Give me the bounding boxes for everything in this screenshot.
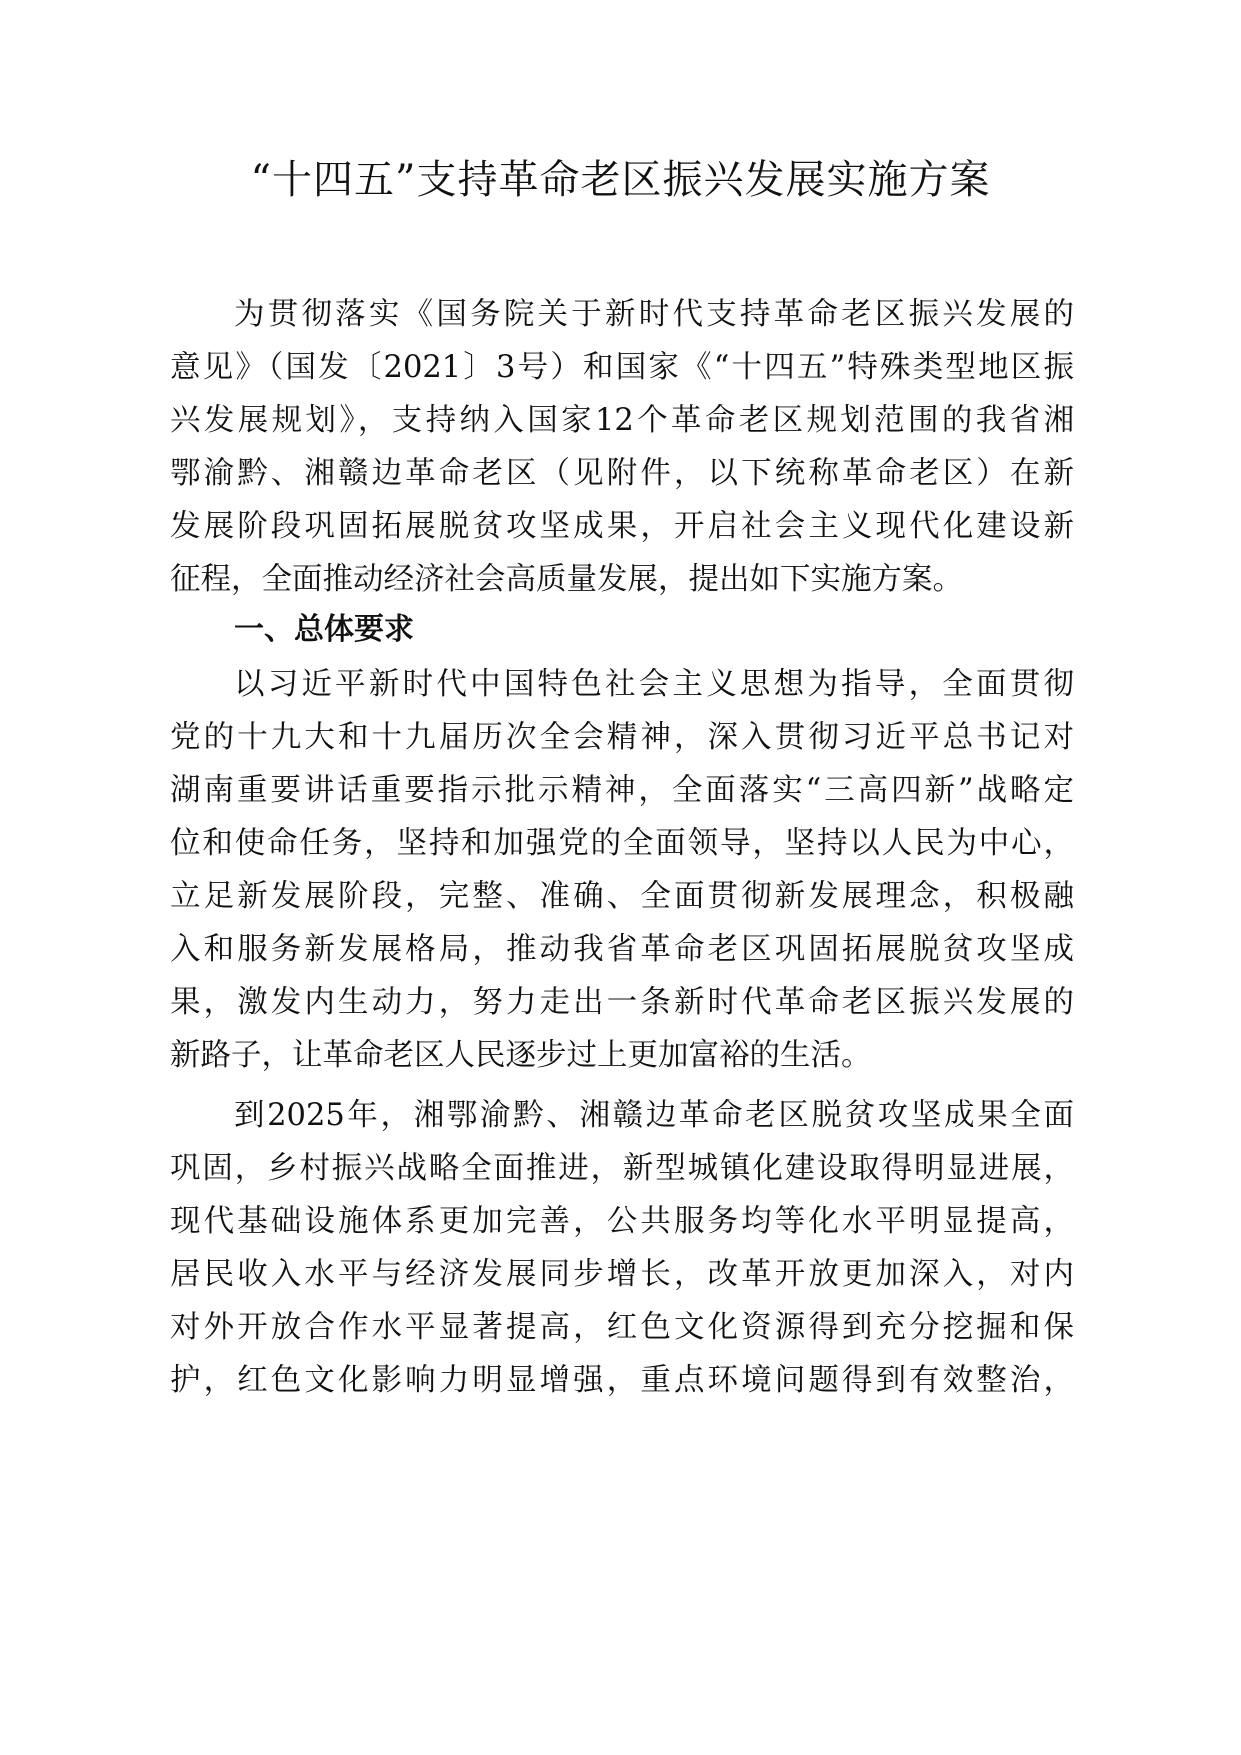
text-line: 湖南重要讲话重要指示批示精神，全面落实“三高四新”战略定 (170, 773, 1074, 808)
text-line: 发展阶段巩固拓展脱贫攻坚成果，开启社会主义现代化建设新 (170, 509, 1074, 544)
text-line: 现代基础设施体系更加完善，公共服务均等化水平明显提高， (170, 1204, 1074, 1239)
section-heading: 一、总体要求 (234, 612, 414, 647)
text-line: 以习近平新时代中国特色社会主义思想为指导，全面贯彻 (234, 667, 1074, 702)
document-title: “十四五”支持革命老区振兴发展实施方案 (250, 157, 991, 203)
text-line: 入和服务新发展格局，推动我省革命老区巩固拓展脱贫攻坚成 (170, 932, 1074, 967)
text-line: 立足新发展阶段，完整、准确、全面贯彻新发展理念，积极融 (170, 879, 1074, 914)
text-line: 护，红色文化影响力明显增强，重点环境问题得到有效整治， (170, 1363, 1074, 1398)
text-line: 意见》（国发〔2021〕3号）和国家《“十四五”特殊类型地区振 (170, 350, 1074, 385)
text-line: 居民收入水平与经济发展同步增长，改革开放更加深入，对内 (170, 1257, 1074, 1292)
text-line: 征程，全面推动经济社会高质量发展，提出如下实施方案。 (170, 562, 963, 597)
text-line: 巩固，乡村振兴战略全面推进，新型城镇化建设取得明显进展， (170, 1151, 1074, 1186)
text-line: 对外开放合作水平显著提高，红色文化资源得到充分挖掘和保 (170, 1310, 1074, 1345)
text-line: 新路子，让革命老区人民逐步过上更加富裕的生活。 (170, 1038, 872, 1073)
text-line: 果，激发内生动力，努力走出一条新时代革命老区振兴发展的 (170, 985, 1074, 1020)
text-line: 兴发展规划》，支持纳入国家12个革命老区规划范围的我省湘 (170, 403, 1074, 438)
text-line: 鄂渝黔、湘赣边革命老区（见附件，以下统称革命老区）在新 (170, 456, 1074, 491)
text-line: 为贯彻落实《国务院关于新时代支持革命老区振兴发展的 (234, 297, 1074, 332)
text-line: 位和使命任务，坚持和加强党的全面领导，坚持以人民为中心， (170, 826, 1074, 861)
text-line: 到2025年，湘鄂渝黔、湘赣边革命老区脱贫攻坚成果全面 (234, 1098, 1074, 1133)
text-line: 党的十九大和十九届历次全会精神，深入贯彻习近平总书记对 (170, 720, 1074, 755)
